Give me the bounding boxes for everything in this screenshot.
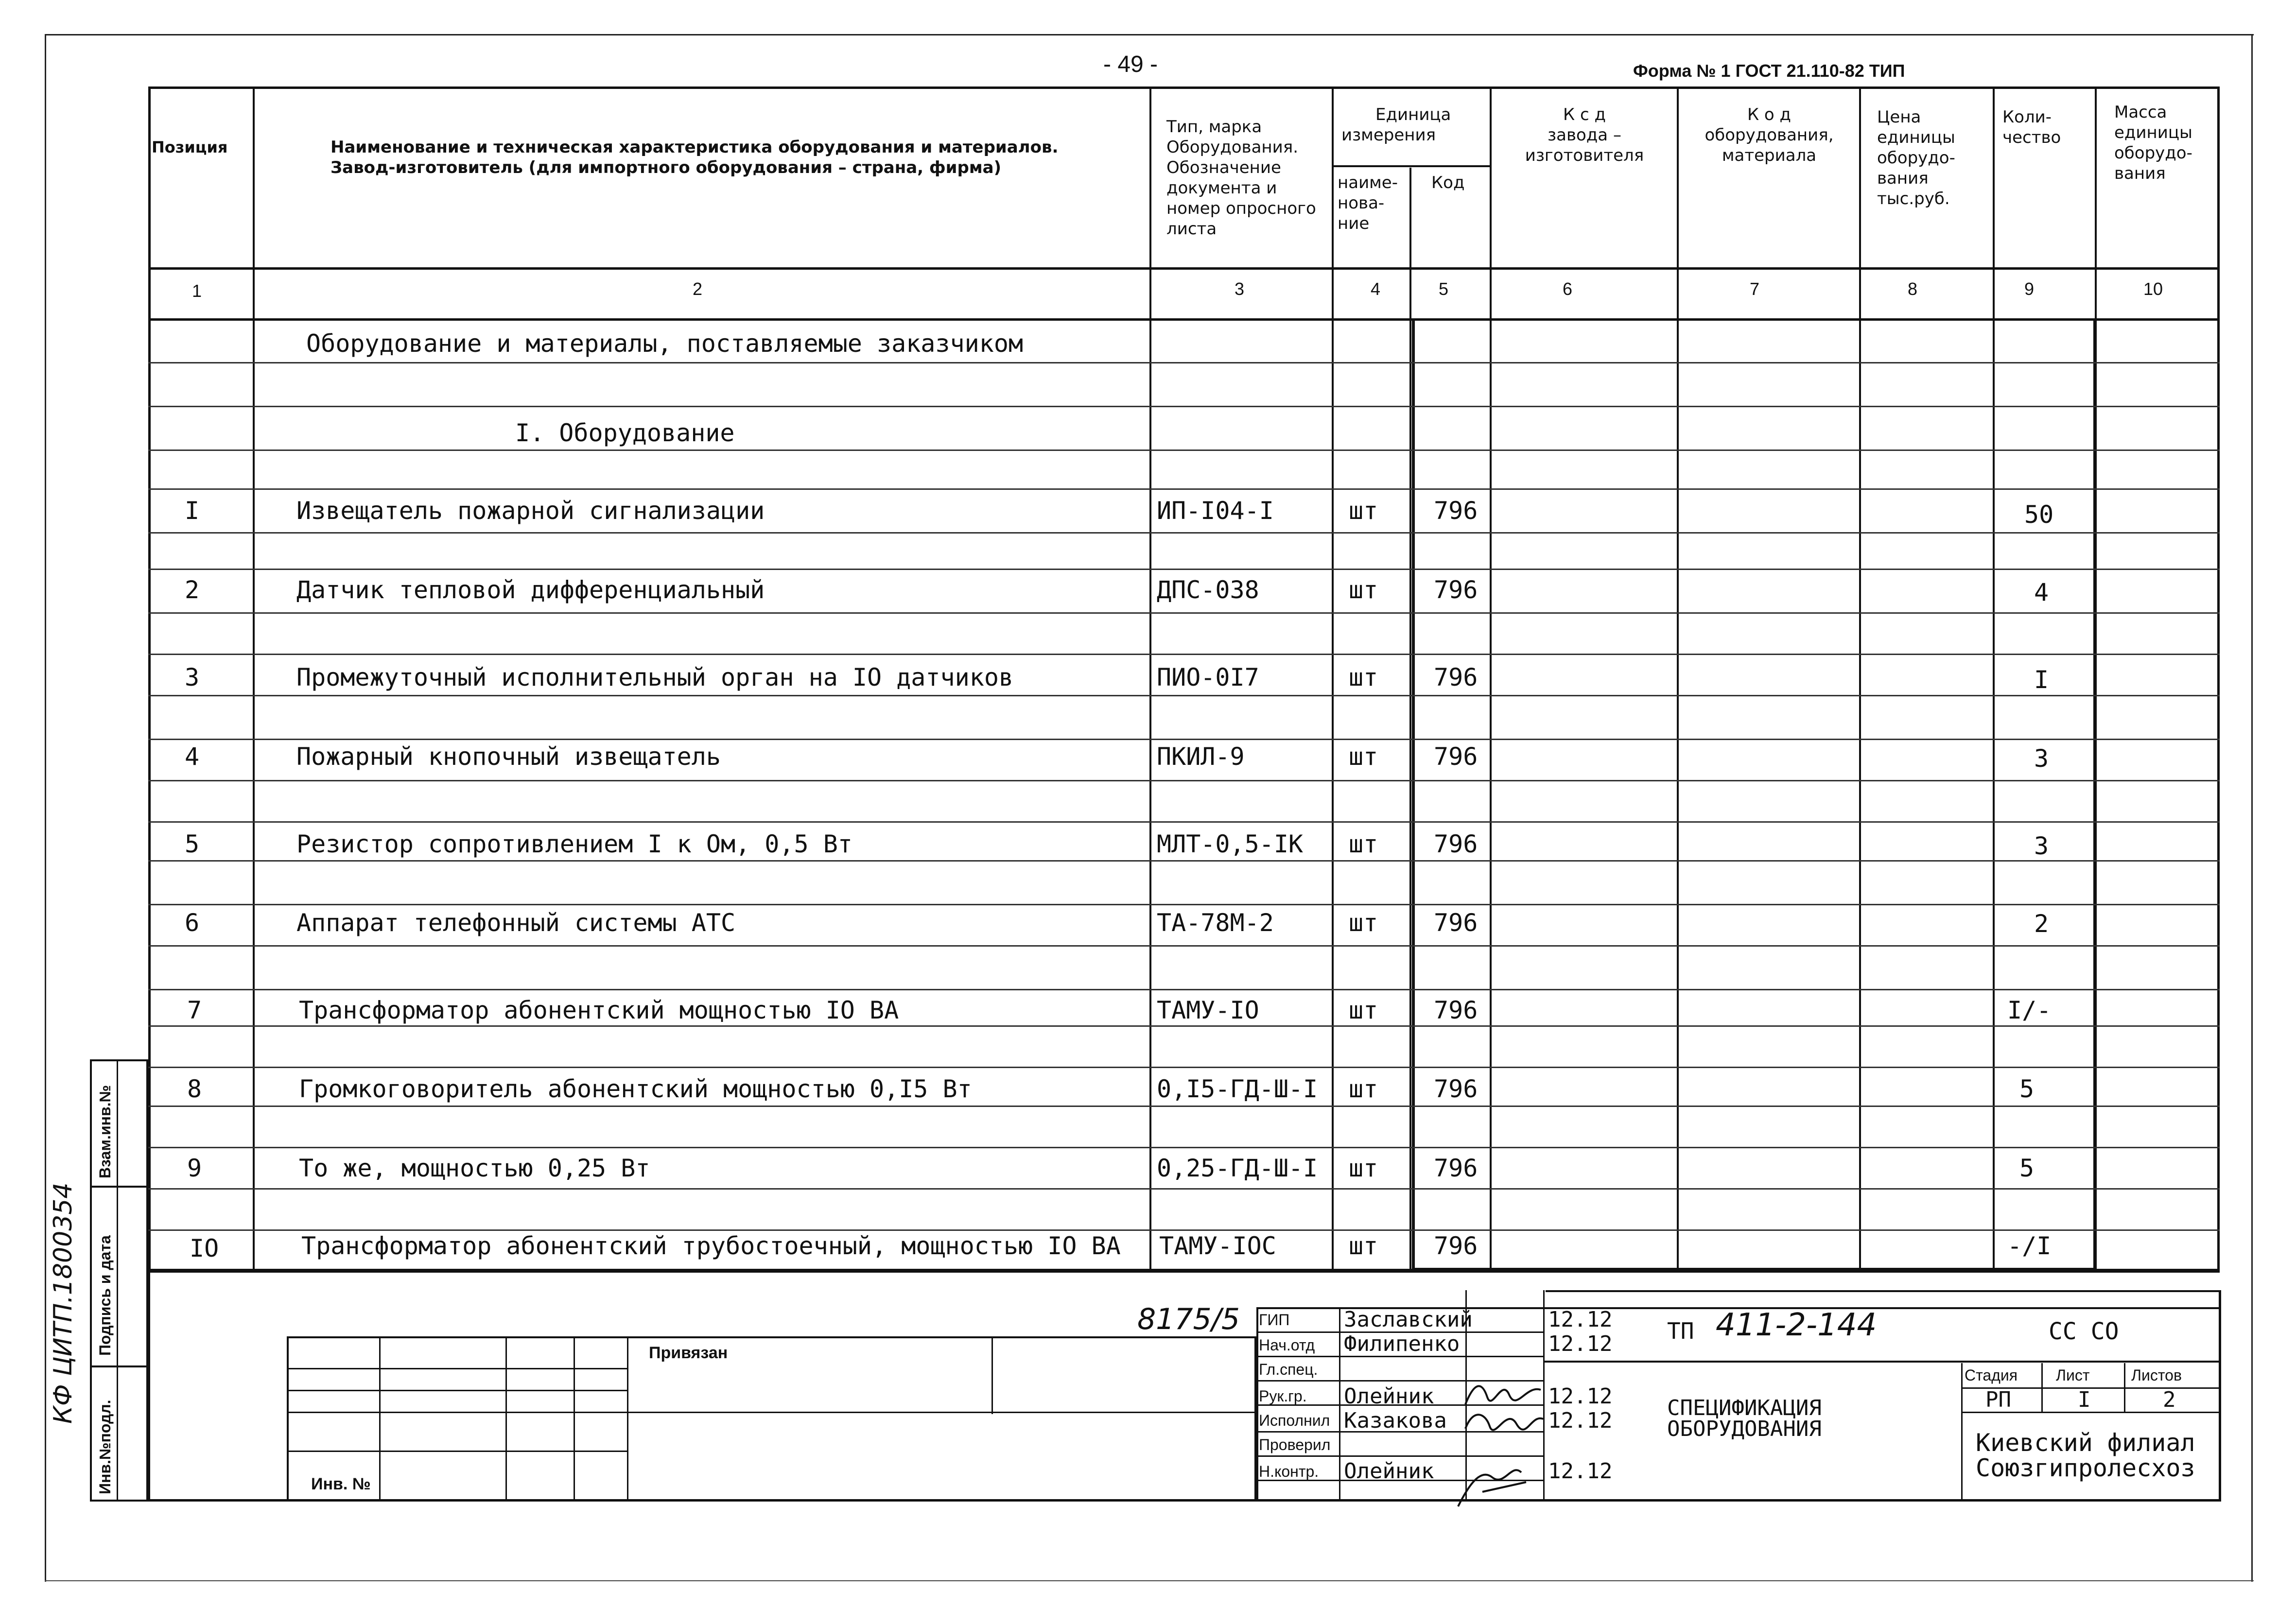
row-qty: 2	[2034, 910, 2049, 938]
name-n-kontr: Олейник	[1344, 1459, 1434, 1484]
side-handwritten-code: КФ ЦИТП.1800354	[49, 1182, 78, 1424]
binding-vline	[991, 1336, 993, 1414]
binding-vline	[379, 1336, 381, 1499]
row-code: 796	[1434, 663, 1478, 691]
name-ispolnil: Казакова	[1344, 1408, 1447, 1433]
name-gip: Заславский	[1344, 1307, 1473, 1332]
row-unit: шт	[1349, 1075, 1378, 1103]
row-line	[148, 532, 2220, 534]
row-line	[148, 989, 2220, 990]
row-type: 0,I5-ГД-Ш-I	[1157, 1075, 1318, 1103]
row-type: ТАМУ-IO	[1157, 996, 1259, 1024]
header-cod-zavod-l1: К с д	[1563, 105, 1606, 124]
row-qty: 4	[2034, 578, 2049, 606]
col-line	[1149, 86, 1151, 1271]
row-name: Трансформатор абонентский мощностью IO ВА	[299, 996, 899, 1024]
header-mass-l2: единицы	[2114, 123, 2192, 142]
form-note: Форма № 1 ГОСТ 21.110-82 ТИП	[1633, 61, 1905, 81]
col-number: 1	[192, 281, 202, 301]
row-name: Пожарный кнопочный извещатель	[296, 743, 721, 771]
header-qty	[2002, 107, 2061, 148]
row-type: МЛТ-0,5-IК	[1157, 830, 1304, 858]
header-qty-l1: Коли-	[2002, 107, 2052, 127]
row-qty: 5	[2019, 1075, 2035, 1103]
header-type-l6: листа	[1166, 219, 1217, 239]
binding-hline	[287, 1390, 627, 1391]
binding-label: Привязан	[649, 1344, 728, 1362]
row-type: ИП-I04-I	[1157, 497, 1274, 525]
row-code: 796	[1434, 909, 1478, 937]
col-line	[253, 86, 255, 1271]
row-pos: 9	[187, 1154, 202, 1182]
sheet-value: I	[2078, 1387, 2091, 1412]
row-unit: шт	[1349, 497, 1378, 525]
side-stamp-inner	[117, 1059, 118, 1502]
name-ruk-gr: Олейник	[1344, 1384, 1434, 1409]
row-pos: 5	[185, 830, 200, 858]
row-unit: шт	[1349, 830, 1378, 858]
header-price	[1877, 107, 1955, 209]
row-qty: I/-	[2007, 996, 2052, 1024]
role-n-kontr: Н.контр.	[1259, 1463, 1319, 1480]
header-unit	[1341, 104, 1451, 145]
role-gip: ГИП	[1259, 1311, 1290, 1329]
row-line	[148, 406, 2220, 407]
header-type-l3: Обозначение	[1166, 158, 1281, 177]
binding-hline	[287, 1412, 1256, 1413]
row-name: Резистор сопротивлением I к Ом, 0,5 Вт	[296, 830, 852, 858]
row-line	[148, 449, 2220, 451]
row-type: ТА-78М-2	[1157, 909, 1274, 937]
stamp-frame-left	[148, 1271, 150, 1502]
title-block-number: 8175/5	[1137, 1302, 1240, 1336]
date-ruk-gr: 12.12	[1548, 1384, 1613, 1409]
header-price-l1: Цена	[1877, 107, 1921, 127]
row-code: 796	[1434, 576, 1478, 604]
row-pos: 7	[187, 996, 202, 1024]
header-cod-zavod	[1495, 104, 1674, 166]
org-line1: Киевский филиал	[1976, 1429, 2195, 1457]
doc-title-line1: СПЕЦИФИКАЦИЯ	[1667, 1396, 1822, 1420]
col-number: 7	[1750, 279, 1760, 299]
title-vline	[1961, 1363, 1963, 1502]
header-type	[1166, 117, 1316, 239]
col-number: 6	[1563, 279, 1573, 299]
header-price-l2: единицы	[1877, 128, 1955, 147]
header-cod-material-l3: материала	[1722, 146, 1817, 165]
row-unit: шт	[1349, 1154, 1378, 1182]
row-pos: I	[185, 497, 200, 525]
row-line	[148, 612, 2220, 614]
header-position: Позиция	[152, 138, 228, 156]
row-pos: 4	[185, 743, 200, 771]
sheets-label: Листов	[2131, 1366, 2182, 1384]
header-type-l4: документа и	[1166, 178, 1277, 198]
row-unit: шт	[1349, 576, 1378, 604]
header-price-l4: вания	[1877, 169, 1929, 188]
role-gl-spec: Гл.спец.	[1259, 1361, 1318, 1378]
header-unit-name-l1: наиме-	[1338, 173, 1398, 192]
row-pos: 2	[185, 576, 200, 604]
header-unit-code: Код	[1431, 173, 1465, 192]
header-price-l5: тыс.руб.	[1877, 189, 1950, 208]
role-ruk-gr: Рук.гр.	[1259, 1387, 1307, 1405]
outer-frame-top	[45, 34, 2254, 35]
header-cod-material	[1682, 104, 1857, 166]
row-name: Аппарат телефонный системы АТС	[296, 909, 736, 937]
date-gip: 12.12	[1548, 1307, 1613, 1332]
binding-hline	[287, 1368, 627, 1369]
row-code: 796	[1434, 1232, 1478, 1260]
row-line	[148, 860, 2220, 862]
row-line	[148, 695, 2220, 696]
row-pos: 3	[185, 663, 200, 691]
row-code: 796	[1434, 1075, 1478, 1103]
title-block-top-line	[1546, 1290, 2221, 1292]
stage-value: РП	[1985, 1387, 2011, 1412]
colnum-line	[148, 318, 2220, 321]
col-line	[1332, 86, 1334, 1271]
role-nach-otd: Нач.отд	[1259, 1336, 1315, 1354]
side-inv-label: Инв.№подл.	[96, 1400, 114, 1494]
side-stamp-line	[90, 1186, 148, 1188]
header-unit-l2: измерения	[1341, 125, 1436, 145]
row-code: 796	[1434, 1154, 1478, 1182]
binding-vline	[505, 1336, 507, 1499]
header-cod-material-l1: К о д	[1747, 105, 1792, 124]
signature-n-kontr	[1453, 1458, 1541, 1511]
outer-frame-bottom	[45, 1580, 2254, 1581]
row-name: Трансформатор абонентский трубостоечный, мощностью IO ВА	[301, 1232, 1121, 1260]
row-line	[148, 569, 2220, 570]
row-qty: -/I	[2007, 1232, 2052, 1260]
row-name: Громкоговоритель абонентский мощностью 0,I5 Вт	[299, 1075, 972, 1103]
row-type: ПКИЛ-9	[1157, 743, 1245, 771]
row-qty: 50	[2024, 501, 2054, 529]
header-cod-zavod-l2: завода –	[1548, 125, 1621, 145]
sheets-value: 2	[2163, 1387, 2176, 1412]
side-stamp-line	[90, 1365, 148, 1367]
date-nach-otd: 12.12	[1548, 1331, 1613, 1356]
role-ispolnil: Исполнил	[1259, 1412, 1330, 1429]
row-code: 796	[1434, 830, 1478, 858]
col-number: 3	[1235, 279, 1245, 299]
header-line	[148, 267, 2220, 270]
header-type-l2: Оборудования.	[1166, 138, 1299, 157]
col-number: 5	[1439, 279, 1449, 299]
row-name: Датчик тепловой дифференциальный	[296, 576, 765, 604]
row-pos: 8	[187, 1075, 202, 1103]
row-line	[148, 1147, 2220, 1148]
side-vzam-label: Взам.инв.№	[96, 1085, 114, 1178]
row-line	[148, 780, 2220, 781]
row-line	[148, 1229, 2220, 1231]
title-hline	[1543, 1361, 2221, 1363]
row-line	[148, 1106, 2220, 1107]
row-qty: 3	[2034, 744, 2049, 773]
binding-block	[287, 1336, 1256, 1499]
row-type: 0,25-ГД-Ш-I	[1157, 1154, 1318, 1182]
org-line2: Союзгипролесхоз	[1976, 1454, 2195, 1482]
row-line	[148, 1025, 2220, 1027]
row-unit: шт	[1349, 663, 1378, 691]
row-unit: шт	[1349, 996, 1378, 1024]
outer-frame-right	[2251, 34, 2253, 1582]
header-type-l1: Тип, марка	[1166, 117, 1262, 137]
row-unit: шт	[1349, 743, 1378, 771]
row-code: 796	[1434, 743, 1478, 771]
doc-mark: СС СО	[2049, 1318, 2119, 1345]
date-n-kontr: 12.12	[1548, 1459, 1613, 1484]
header-name-line1: Наименование и техническая характеристика оборудования и материалов.	[330, 138, 1059, 157]
col-number: 4	[1371, 279, 1381, 299]
row-qty: 3	[2034, 832, 2049, 860]
row-code: 796	[1434, 996, 1478, 1024]
row-qty: 5	[2019, 1154, 2035, 1182]
section-title: Оборудование и материалы, поставляемые заказчиком	[306, 329, 1024, 358]
header-unit-name-l2: нова-	[1338, 193, 1385, 213]
row-pos: 6	[185, 909, 200, 937]
header-mass-l4: вания	[2114, 164, 2166, 183]
subsection-title: I. Оборудование	[515, 419, 735, 447]
outer-frame-left	[45, 34, 46, 1582]
row-line	[148, 739, 2220, 740]
header-type-l5: номер опросного	[1166, 199, 1316, 218]
row-line	[148, 945, 2220, 947]
header-cod-material-l2: оборудования,	[1705, 125, 1834, 145]
stage-label: Стадия	[1965, 1366, 2018, 1384]
header-mass	[2114, 102, 2192, 184]
name-nach-otd: Филипенко	[1344, 1331, 1460, 1356]
date-ispolnil: 12.12	[1548, 1408, 1613, 1433]
page-number: - 49 -	[1103, 52, 1158, 77]
row-line	[148, 488, 2220, 490]
row-pos: IO	[190, 1234, 219, 1262]
row-line	[148, 654, 2220, 655]
row-type: ПИО-0I7	[1157, 663, 1259, 691]
row-line	[148, 821, 2220, 823]
binding-vline	[574, 1336, 575, 1499]
unit-header-line	[1332, 165, 1490, 167]
binding-vline	[627, 1336, 628, 1499]
row-name: Промежуточный исполнительный орган на IO датчиков	[296, 663, 1014, 691]
header-name-line2: Завод-изготовитель (для импортного оборудования – страна, фирма)	[330, 158, 1002, 177]
title-hline	[1256, 1455, 1543, 1457]
header-unit-l1: Единица	[1375, 105, 1451, 124]
header-mass-l1: Масса	[2114, 103, 2167, 122]
code-col-box	[1412, 318, 2096, 1271]
header-qty-l2: чество	[2002, 128, 2061, 147]
signature-ispolnil	[1463, 1402, 1546, 1436]
col-number: 10	[2143, 279, 2163, 299]
binding-inv-label: Инв. №	[311, 1475, 371, 1493]
row-unit: шт	[1349, 909, 1378, 937]
sheet-label: Лист	[2056, 1366, 2090, 1384]
row-name: То же, мощностью 0,25 Вт	[299, 1154, 650, 1182]
side-podpis-label: Подпись и дата	[96, 1235, 114, 1356]
row-unit: шт	[1349, 1232, 1378, 1260]
stamp-frame-top	[148, 1271, 2220, 1273]
col-number: 9	[2024, 279, 2035, 299]
doc-code-prefix: ТП	[1667, 1318, 1694, 1344]
header-price-l3: оборудо-	[1877, 148, 1955, 168]
doc-code-handwritten: 411-2-144	[1716, 1307, 1877, 1343]
binding-hline	[287, 1451, 627, 1452]
row-line	[148, 362, 2220, 363]
col-number: 8	[1908, 279, 1918, 299]
col-number: 2	[693, 279, 703, 299]
header-unit-name	[1338, 173, 1398, 234]
header-cod-zavod-l3: изготовителя	[1525, 146, 1644, 165]
row-line	[148, 1188, 2220, 1190]
doc-title-line2: ОБОРУДОВАНИЯ	[1667, 1417, 1822, 1441]
header-unit-name-l3: ние	[1338, 214, 1370, 233]
row-line	[148, 904, 2220, 905]
row-line	[148, 1067, 2220, 1068]
row-type: ТАМУ-IOC	[1159, 1232, 1276, 1260]
row-code: 796	[1434, 497, 1478, 525]
row-type: ДПС-038	[1157, 576, 1259, 604]
header-mass-l3: оборудо-	[2114, 143, 2192, 163]
row-name: Извещатель пожарной сигнализации	[296, 497, 765, 525]
row-qty: I	[2034, 666, 2049, 694]
role-proveril: Проверил	[1259, 1436, 1331, 1453]
